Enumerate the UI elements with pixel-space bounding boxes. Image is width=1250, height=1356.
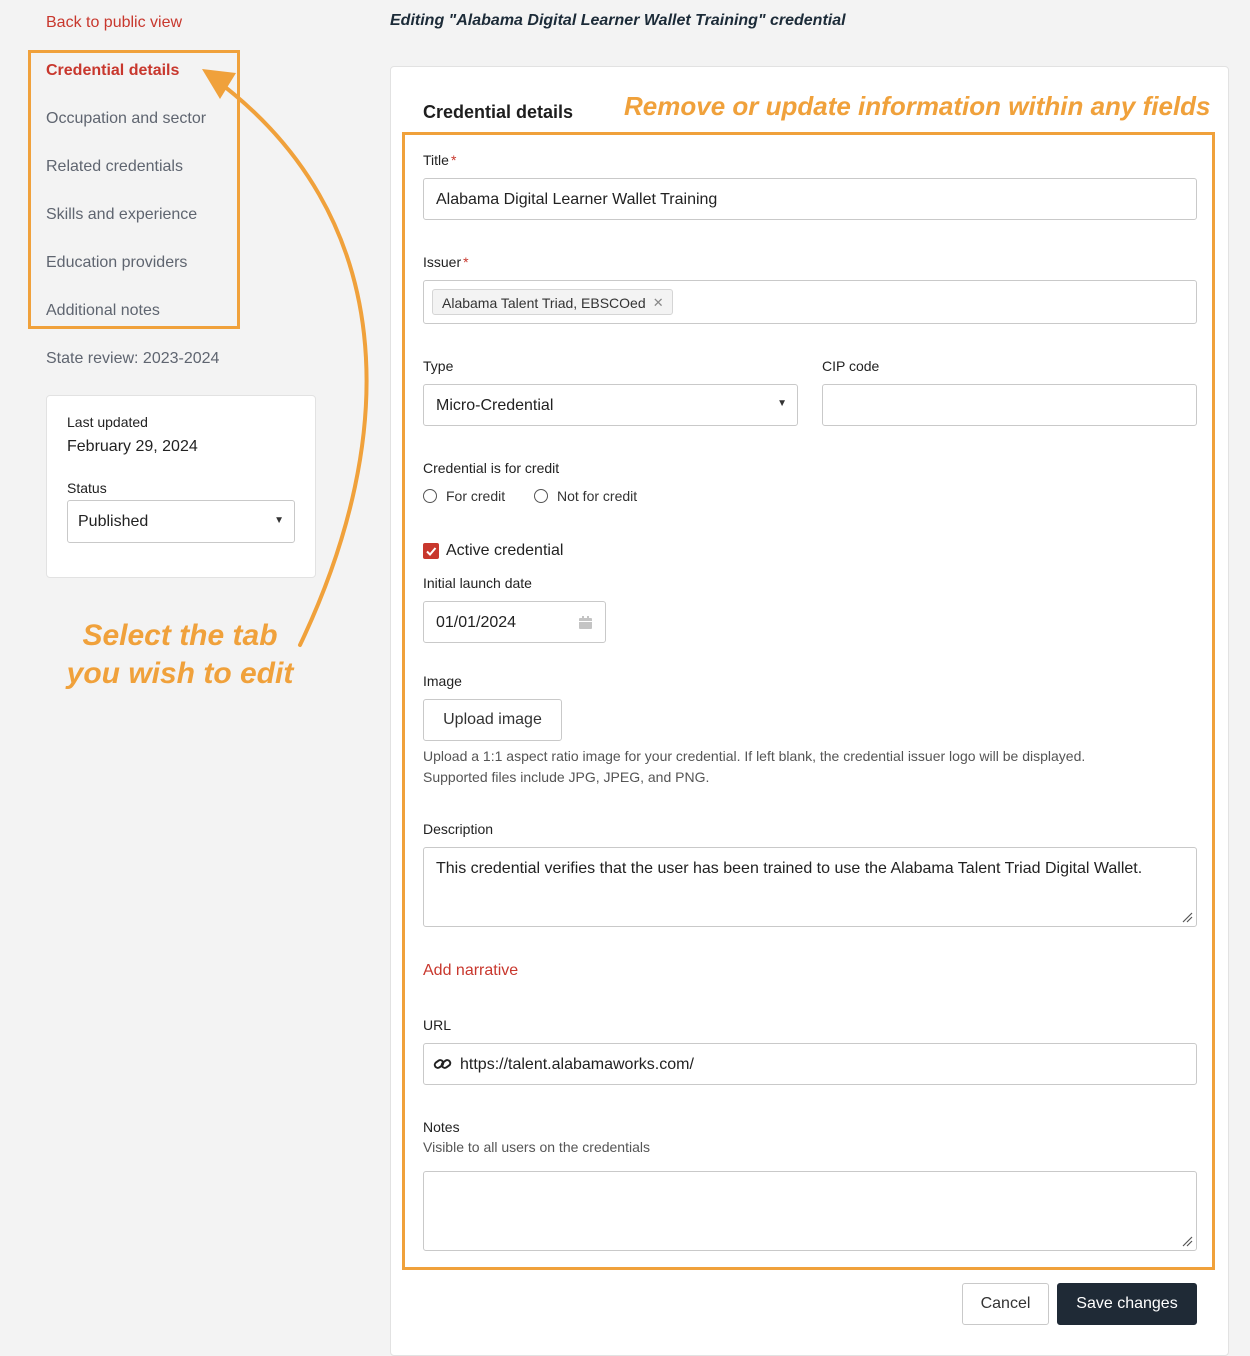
link-icon — [433, 1056, 453, 1073]
for-credit-radio[interactable] — [423, 489, 437, 503]
resize-handle-icon[interactable] — [1181, 1235, 1193, 1247]
cip-code-input[interactable] — [822, 384, 1197, 426]
description-label: Description — [423, 821, 494, 837]
type-select[interactable] — [423, 384, 798, 426]
for-credit-label[interactable]: For credit — [446, 488, 506, 504]
annotation-left-line2: you wish to edit — [66, 657, 294, 690]
last-updated-label: Last updated — [67, 414, 148, 430]
title-label: Title * — [423, 152, 457, 168]
editing-title: Editing "Alabama Digital Learner Wallet Training" credential — [390, 12, 846, 29]
image-label: Image — [423, 673, 462, 689]
url-label: URL — [423, 1017, 452, 1033]
credit-label: Credential is for credit — [423, 460, 560, 476]
resize-handle-icon[interactable] — [1181, 911, 1193, 923]
image-help-line1: Upload a 1:1 aspect ratio image for your credential. If left blank, the credential issuer logo will be displayed. — [423, 748, 1086, 764]
launch-date-label: Initial launch date — [423, 575, 532, 591]
annotation-arrow-icon — [180, 55, 380, 655]
url-value: https://talent.alabamaworks.com/ — [460, 1056, 694, 1073]
issuer-chip: Alabama Talent Triad, EBSCOed ✕ — [432, 289, 673, 315]
remove-chip-icon[interactable]: ✕ — [652, 295, 664, 310]
caret-down-icon: ▼ — [777, 398, 787, 409]
issuer-input[interactable] — [423, 280, 1197, 324]
save-changes-button[interactable]: Save changes — [1057, 1283, 1197, 1325]
notes-sublabel: Visible to all users on the credentials — [423, 1139, 650, 1155]
notes-label: Notes — [423, 1119, 460, 1135]
annotation-update-fields: Remove or update information within any fields — [624, 91, 1211, 121]
title-input-value: Alabama Digital Learner Wallet Training — [436, 191, 718, 208]
description-value: This credential verifies that the user has been trained to use the Alabama Talent Triad Digital Wallet. — [436, 860, 1143, 877]
last-updated-value: February 29, 2024 — [67, 438, 198, 455]
issuer-label: Issuer * — [423, 254, 469, 270]
notes-textarea[interactable] — [423, 1171, 1197, 1251]
not-for-credit-radio[interactable] — [534, 489, 548, 503]
checkmark-icon — [425, 545, 437, 557]
nav-education-providers[interactable]: Education providers — [46, 254, 188, 271]
url-input[interactable] — [423, 1043, 1197, 1085]
nav-skills-and-experience[interactable]: Skills and experience — [46, 206, 198, 223]
launch-date-value: 01/01/2024 — [436, 614, 517, 631]
active-credential-label[interactable]: Active credential — [446, 542, 564, 559]
image-help-line2: Supported files include JPG, JPEG, and PNG. — [423, 769, 710, 785]
status-select-value: Published — [78, 513, 149, 530]
nav-related-credentials[interactable]: Related credentials — [46, 158, 183, 175]
launch-date-input[interactable] — [423, 601, 606, 643]
active-credential-checkbox[interactable] — [423, 543, 439, 559]
nav-additional-notes[interactable]: Additional notes — [46, 302, 160, 319]
state-review-label: State review: 2023-2024 — [46, 350, 220, 367]
title-input[interactable] — [423, 178, 1197, 220]
description-textarea[interactable] — [423, 847, 1197, 927]
not-for-credit-label[interactable]: Not for credit — [557, 488, 638, 504]
caret-down-icon: ▼ — [274, 515, 284, 526]
add-narrative-link[interactable]: Add narrative — [423, 962, 519, 979]
nav-credential-details[interactable]: Credential details — [46, 62, 180, 79]
status-label: Status — [67, 480, 107, 496]
cip-code-label: CIP code — [822, 358, 880, 374]
section-heading: Credential details — [423, 102, 574, 122]
back-to-public-view-link[interactable]: Back to public view — [46, 14, 183, 31]
upload-image-button[interactable]: Upload image — [423, 699, 562, 741]
cancel-button[interactable]: Cancel — [962, 1283, 1049, 1325]
type-select-value: Micro-Credential — [436, 397, 554, 414]
type-label: Type — [423, 358, 454, 374]
nav-occupation-and-sector[interactable]: Occupation and sector — [46, 110, 207, 127]
annotation-left-line1: Select the tab — [82, 619, 278, 652]
calendar-icon[interactable] — [578, 615, 593, 630]
